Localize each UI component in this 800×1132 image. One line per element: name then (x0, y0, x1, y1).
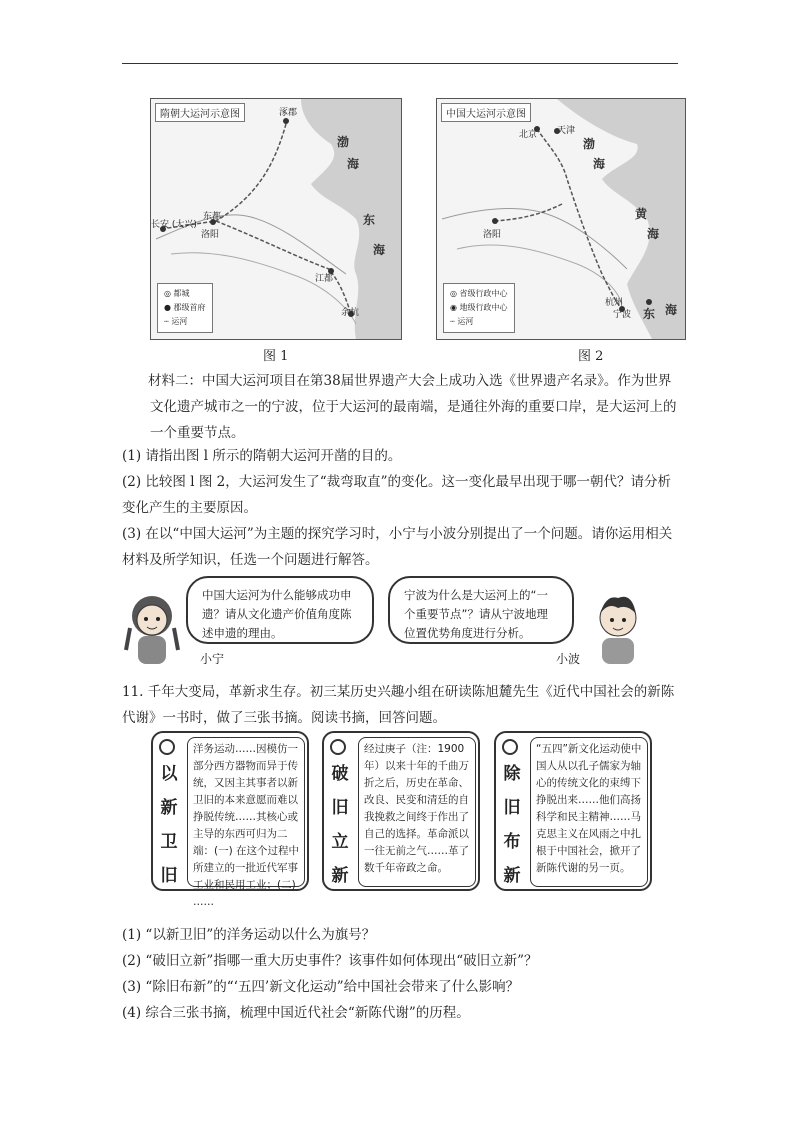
sea-label: 海 (647, 227, 660, 241)
card-title: 以新卫旧 (160, 764, 178, 886)
question-10-1: (1) 请指出图 l 所示的隋朝大运河开凿的目的。 (122, 448, 402, 464)
canal-icon: ┄ (164, 317, 169, 326)
sea-label: 渤 (583, 137, 596, 151)
question-11-4: (4) 综合三张书摘，梳理中国近代社会“新陈代谢”的历程。 (122, 1005, 470, 1021)
prefecture-center-icon: ◉ (450, 303, 457, 312)
sea-label: 海 (373, 243, 386, 257)
material-text: 材料二：中国大运河项目在第38届世界遗产大会上成功入选《世界遗产名录》。作为世界文化遗产城市之一的宁波，位于大运河的最南端，是通往外海的重要口岸，是大运河上的一个重要节点。 (148, 373, 677, 441)
capital-icon: ◎ (164, 289, 171, 298)
question-10-2: (2) 比较图 l 图 2，大运河发生了“裁弯取直”的变化。这一变化最早出现于哪一朝代？请分析变化产生的主要原因。 (122, 474, 671, 516)
sea-label: 东 (643, 307, 656, 321)
ring-icon (330, 739, 346, 755)
boy-illustration (588, 588, 648, 664)
label-luoyang: 洛阳 (201, 230, 220, 240)
label-dongdu: 东都 (203, 212, 222, 222)
sea-label: 东 (363, 213, 376, 227)
label-hangzhou: 杭州 (605, 298, 624, 308)
label-beijing: 北京 (519, 130, 538, 140)
question-11-1: (1) “以新卫旧”的洋务运动以什么为旗号？ (122, 927, 376, 943)
canal-icon: ┄ (450, 317, 455, 326)
speaker-name-left: 小宁 (200, 652, 225, 666)
card-text: “五四”新文化运动使中国人从以孔子儒家为轴心的传统文化的束缚下挣脱出来……他们高扬科学和民主精神……马克思主义在风雨之中扎根于中国社会，掀开了新陈代谢的另一页。 (536, 743, 642, 874)
map-title: 隋朝大运河示意图 (155, 103, 245, 122)
province-center-icon: ◎ (450, 289, 457, 298)
sea-label: 海 (347, 157, 360, 171)
label-yuhang: 余杭 (341, 308, 360, 318)
card-text: 经过庚子（注：1900 年）以来十年的千曲万折之后，历史在革命、改良、民变和清廷的自我挽救之间终于作出了自己的选择。革命派以一往无前之气……革了数千年帝政之命。 (364, 743, 469, 874)
label-changan: 长安 (大兴) (151, 220, 197, 230)
figure-caption: 图 1 (263, 349, 289, 364)
ring-icon (159, 739, 175, 755)
card-title: 除旧布新 (503, 764, 521, 886)
excerpt-card-1 (151, 731, 309, 908)
card-text: 洋务运动……因模仿一部分西方器物而异于传统，又因主其事者以新卫旧的本来意愿而难以挣脱传统……其核心或主导的东西可归为二端：(一) 在这个过程中所建立的一批近代军事工业和民用工业；(二) …… (193, 743, 300, 908)
map-legend: ◎ 省级行政中心 ◉ 地级行政中心 ┄ 运河 (443, 283, 515, 333)
question-11-intro: 11. 千年大变局，革新求生存。初三某历史兴趣小组在研读陈旭麓先生《近代中国社会的新陈代谢》一书时，做了三张书摘。阅读书摘，回答问题。 (122, 684, 675, 726)
header-rule (122, 63, 678, 64)
sea-label: 渤 (337, 135, 350, 149)
label-jiangdu: 江都 (315, 274, 334, 284)
label-luoyang: 洛阳 (483, 230, 502, 240)
label-ningbo: 宁波 (613, 310, 632, 320)
speech-bubble-left: 中国大运河为什么能够成功申遗？请从文化遗产价值角度陈述申遗的理由。 (186, 576, 374, 644)
figure-caption: 图 2 (578, 349, 604, 364)
map-china-canal (436, 98, 686, 340)
question-11-3: (3) “除旧布新”的“‘五四’新文化运动”给中国社会带来了什么影响？ (122, 979, 520, 995)
label-zhuojun: 涿郡 (279, 108, 298, 118)
excerpt-card-2 (322, 731, 480, 891)
sea-label: 黄 (635, 207, 648, 221)
girl-illustration (122, 588, 182, 664)
label-tianjin: 天津 (557, 126, 576, 136)
map-title: 中国大运河示意图 (441, 103, 531, 122)
map-sui-canal (150, 98, 402, 340)
sea-label: 海 (665, 303, 678, 317)
question-11-2: (2) “破旧立新”指哪一重大历史事件？该事件如何体现出“破旧立新”？ (122, 953, 538, 969)
speech-bubble-right: 宁波为什么是大运河上的“一个重要节点”？请从宁波地理位置优势角度进行分析。 (388, 576, 574, 644)
ring-icon (502, 739, 518, 755)
city-icon: ● (164, 303, 171, 312)
map-legend: ◎ 都城 ● 郡级首府 ┄ 运河 (157, 283, 213, 333)
question-10-3: (3) 在以“中国大运河”为主题的探究学习时，小宁与小波分别提出了一个问题。请你运用相关材料及所学知识，任选一个问题进行解答。 (122, 526, 673, 568)
sea-label: 海 (593, 157, 606, 171)
card-title: 破旧立新 (331, 764, 349, 886)
speaker-name-right: 小波 (556, 652, 581, 666)
excerpt-card-3 (494, 731, 652, 891)
